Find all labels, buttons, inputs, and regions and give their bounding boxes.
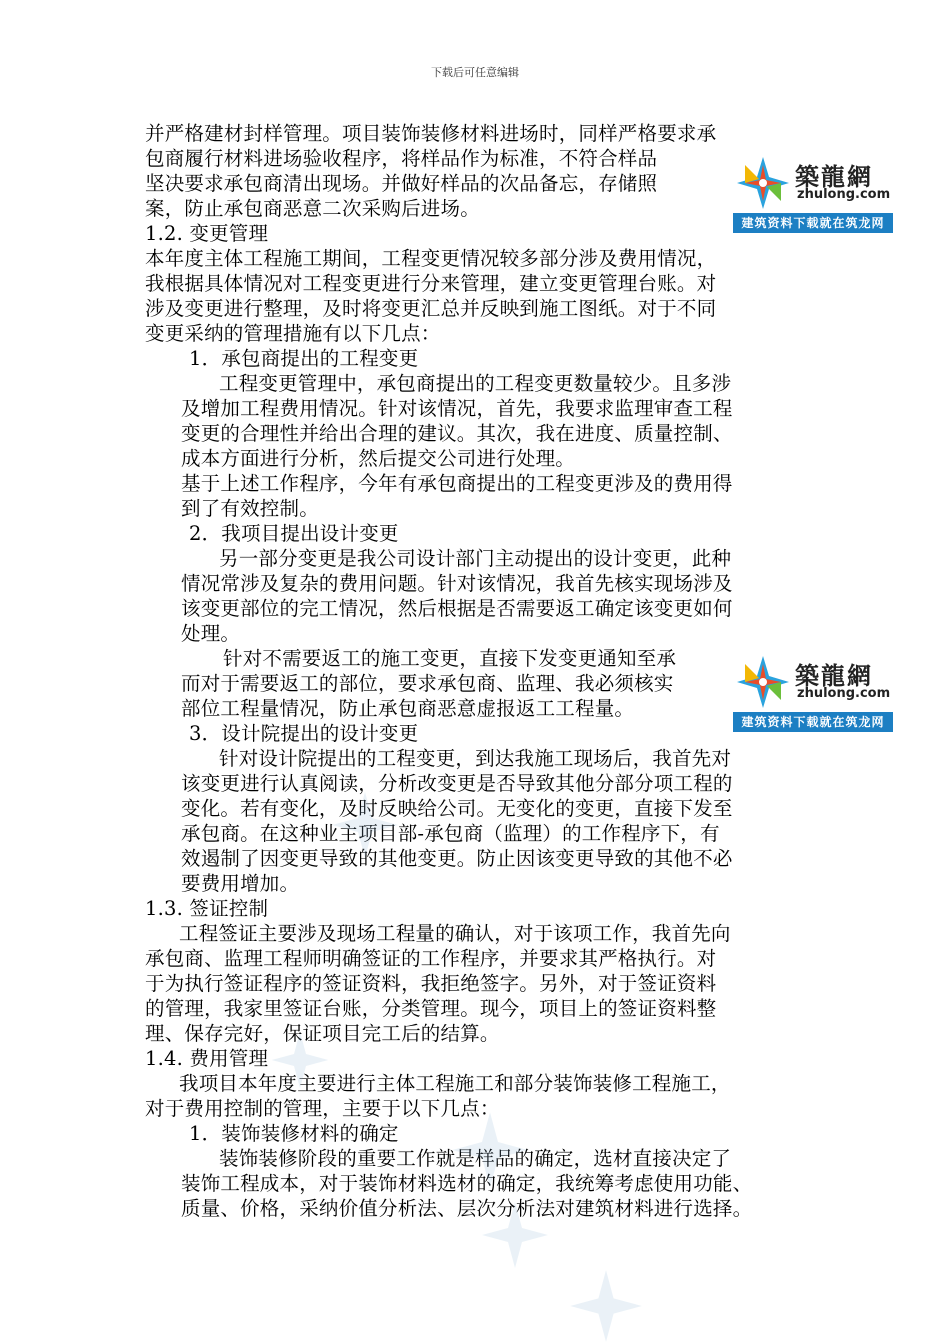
paragraph-line: 涉及变更进行整理，及时将变更汇总并反映到施工图纸。对于不同 <box>145 297 717 320</box>
watermark-title: 築龍網 <box>795 162 873 191</box>
paragraph-line: 到了有效控制。 <box>181 497 319 520</box>
watermark-domain: zhulong.com <box>797 686 891 701</box>
paragraph-line: 针对设计院提出的工程变更，到达我施工现场后，我首先对 <box>219 747 732 770</box>
paragraph-line: 部位工程量情况，防止承包商恶意虚报返工工程量。 <box>181 697 635 720</box>
paragraph-line: 工程签证主要涉及现场工程量的确认，对于该项工作，我首先向 <box>179 922 731 945</box>
watermark-banner: 建筑资料下载就在筑龙网 <box>733 213 893 233</box>
paragraph-line: 效遏制了因变更导致的其他变更。防止因该变更导致的其他不必 <box>181 847 733 870</box>
section-heading: 1.3. 签证控制 <box>145 897 269 920</box>
paragraph-line: 本年度主体工程施工期间，工程变更情况较多部分涉及费用情况， <box>145 247 717 270</box>
snowflake-decoration-icon <box>480 1200 550 1270</box>
paragraph-line: 装饰装修阶段的重要工作就是样品的确定，选材直接决定了 <box>219 1147 732 1170</box>
watermark-banner: 建筑资料下载就在筑龙网 <box>733 712 893 732</box>
watermark-domain: zhulong.com <box>797 187 891 202</box>
paragraph-line: 包商履行材料进场验收程序，将样品作为标准，不符合样品 <box>145 147 658 170</box>
paragraph-line: 于为执行签证程序的签证资料，我拒绝签字。另外，对于签证资料 <box>145 972 717 995</box>
paragraph-line: 工程变更管理中，承包商提出的工程变更数量较少。且多涉 <box>219 372 732 395</box>
paragraph-line: 变更的合理性并给出合理的建议。其次，我在进度、质量控制、 <box>181 422 733 445</box>
snowflake-decoration-icon <box>568 1268 644 1344</box>
paragraph-line: 承包商。在这种业主项目部-承包商（监理）的工作程序下，有 <box>181 822 720 845</box>
paragraph-line: 要费用增加。 <box>181 872 300 895</box>
paragraph-line: 针对不需要返工的施工变更，直接下发变更通知至承 <box>223 647 677 670</box>
paragraph-line: 的管理，我家里签证台账，分类管理。现今，项目上的签证资料整 <box>145 997 717 1020</box>
paragraph-line: 及增加工程费用情况。针对该情况，首先，我要求监理审查工程 <box>181 397 733 420</box>
paragraph-line: 承包商、监理工程师明确签证的工作程序，并要求其严格执行。对 <box>145 947 717 970</box>
watermark-title: 築龍網 <box>795 661 873 690</box>
snowflake-decoration-icon <box>450 1110 530 1190</box>
paragraph-line: 案，防止承包商恶意二次采购后进场。 <box>145 197 480 220</box>
paragraph-line: 该变更部位的完工情况，然后根据是否需要返工确定该变更如何 <box>181 597 733 620</box>
zhulong-watermark-logo <box>733 652 893 732</box>
paragraph-line: 变更采纳的管理措施有以下几点： <box>145 322 441 345</box>
paragraph-line: 处理。 <box>181 622 241 645</box>
snowflake-decoration-icon <box>270 1030 330 1090</box>
paragraph-line: 并严格建材封样管理。项目装饰装修材料进场时，同样严格要求承 <box>145 122 717 145</box>
paragraph-line: 理、保存完好，保证项目完工后的结算。 <box>145 1022 500 1045</box>
paragraph-line: 而对于需要返工的部位，要求承包商、监理、我必须核实 <box>181 672 674 695</box>
paragraph-line: 我根据具体情况对工程变更进行分来管理，建立变更管理台账。对 <box>145 272 717 295</box>
zhulong-watermark-logo <box>733 153 893 233</box>
document-body <box>145 121 810 1221</box>
paragraph-line: 坚决要求承包商清出现场。并做好样品的次品备忘，存储照 <box>145 172 658 195</box>
paragraph-line: 基于上述工作程序，今年有承包商提出的工程变更涉及的费用得 <box>181 472 733 495</box>
subheading: 3．设计院提出的设计变更 <box>189 722 419 745</box>
zhulong-logo-icon <box>735 654 791 710</box>
subheading: 2．我项目提出设计变更 <box>189 522 399 545</box>
subheading: 1．装饰装修材料的确定 <box>189 1122 399 1145</box>
paragraph-line: 质量、价格，采纳价值分析法、层次分析法对建筑材料进行选择。 <box>181 1197 753 1220</box>
paragraph-line: 变化。若有变化，及时反映给公司。无变化的变更，直接下发至 <box>181 797 733 820</box>
paragraph-line: 该变更进行认真阅读，分析改变更是否导致其他分部分项工程的 <box>181 772 733 795</box>
subheading: 1．承包商提出的工程变更 <box>189 347 419 370</box>
paragraph-line: 我项目本年度主要进行主体工程施工和部分装饰装修工程施工， <box>179 1072 731 1095</box>
section-heading: 1.2. 变更管理 <box>145 222 269 245</box>
paragraph-line: 另一部分变更是我公司设计部门主动提出的设计变更，此种 <box>219 547 732 570</box>
zhulong-logo-icon <box>735 155 791 211</box>
snowflake-decoration-icon <box>330 790 400 860</box>
paragraph-line: 对于费用控制的管理，主要于以下几点： <box>145 1097 500 1120</box>
paragraph-line: 情况常涉及复杂的费用问题。针对该情况，我首先核实现场涉及 <box>181 572 733 595</box>
section-heading: 1.4. 费用管理 <box>145 1047 269 1070</box>
page-header: 下载后可任意编辑 <box>431 66 519 79</box>
paragraph-line: 装饰工程成本，对于装饰材料选材的确定，我统筹考虑使用功能、 <box>181 1172 753 1195</box>
paragraph-line: 成本方面进行分析，然后提交公司进行处理。 <box>181 447 576 470</box>
